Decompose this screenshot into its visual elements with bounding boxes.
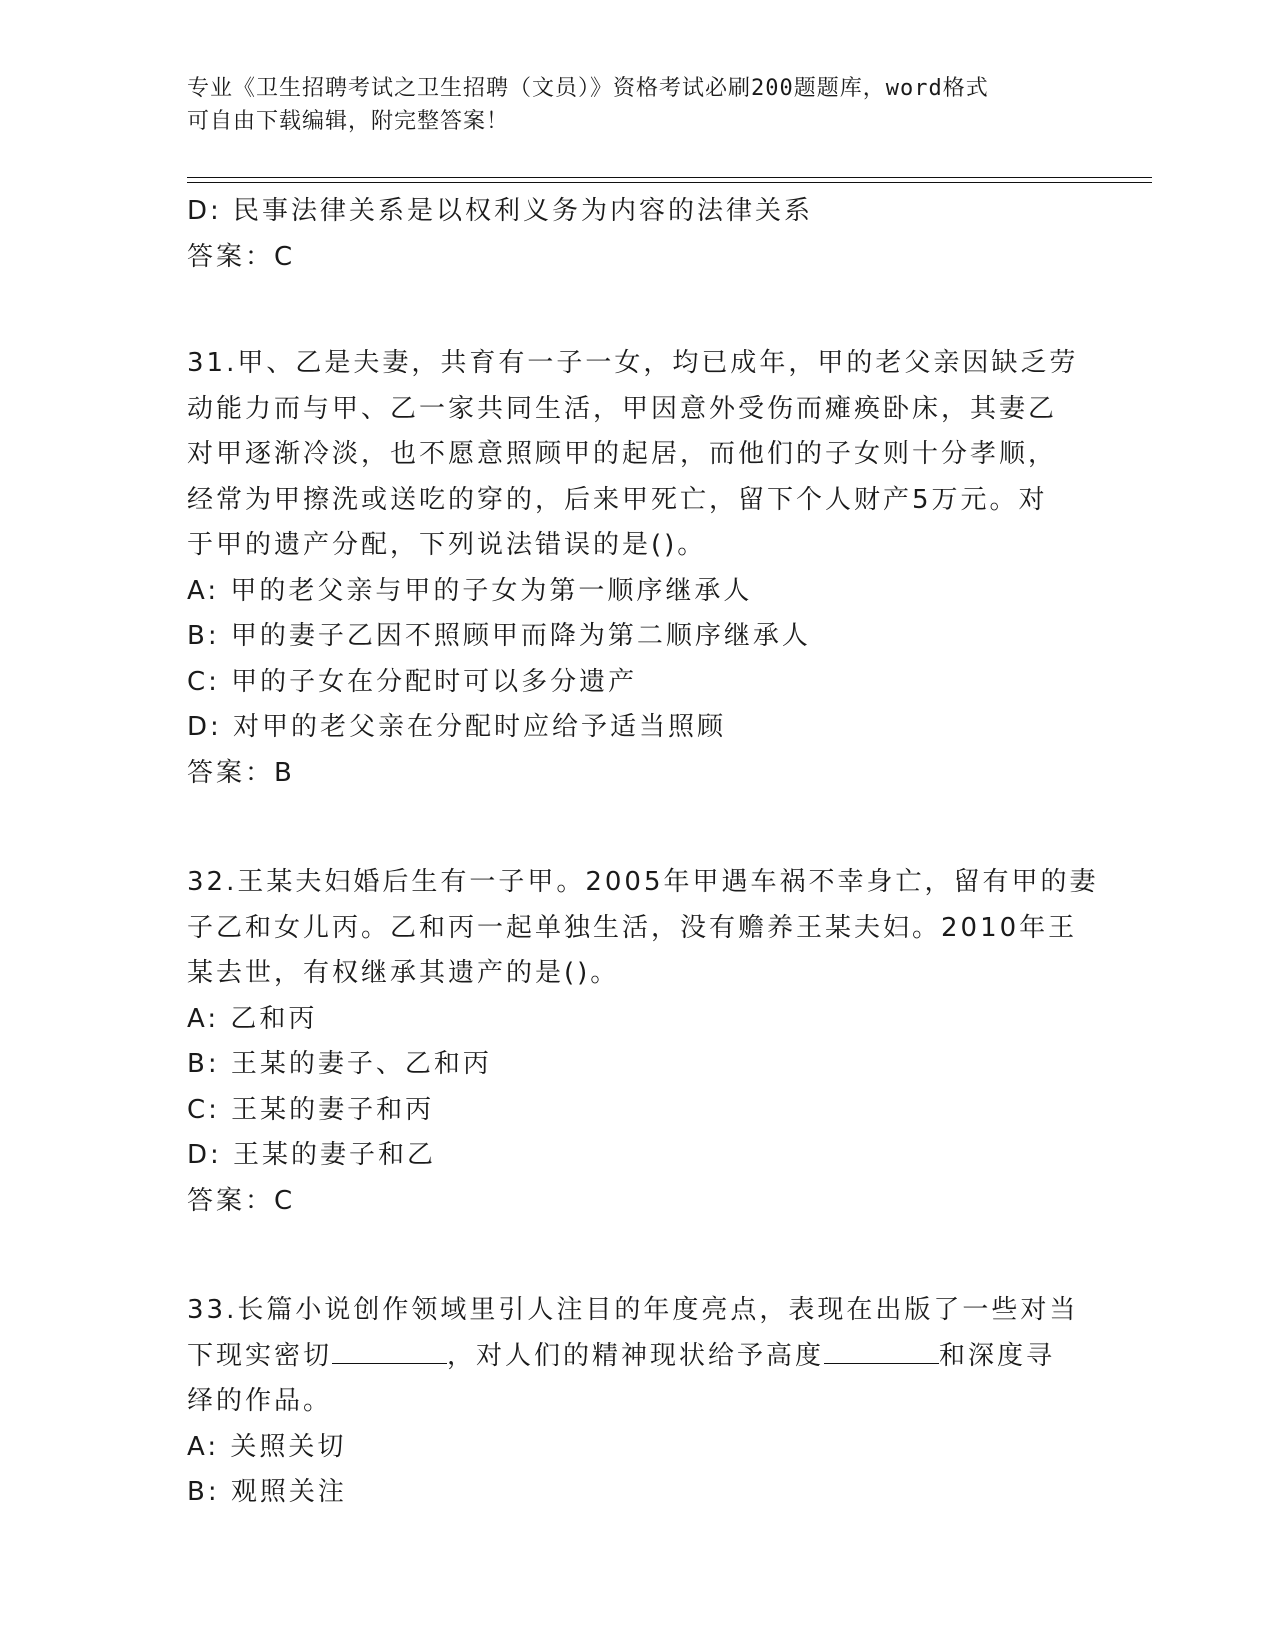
text-segment: 和深度寻 [939, 1340, 1056, 1371]
fill-blank [824, 1337, 939, 1364]
spacer [187, 1224, 1087, 1288]
option-b: B: 观照关注 [187, 1477, 347, 1507]
question-32 [187, 860, 1099, 1224]
answer: 答案：C [187, 1185, 296, 1216]
header-line-2: 可自由下载编辑，附完整答案！ [187, 109, 510, 134]
document-body [187, 188, 1099, 1516]
question-text-line: 某去世，有权继承其遗产的是()。 [187, 958, 620, 988]
question-text-line: 32.王某夫妇婚后生有一子甲。2005年甲遇车祸不幸身亡，留有甲的妻 [187, 867, 1099, 897]
answer: 答案：B [187, 757, 295, 788]
question-text-line [187, 1334, 1087, 1380]
question-31 [187, 341, 1087, 796]
option-a: A: 关照关切 [187, 1431, 347, 1462]
text-segment: ，对人们的精神现状给予高度 [447, 1340, 825, 1371]
option-c: C: 甲的子女在分配时可以多分遗产 [187, 666, 638, 697]
prev-answer: 答案：C [187, 242, 296, 272]
header-line-1: 专业《卫生招聘考试之卫生招聘（文员）》资格考试必刷200题题库，word格式 [187, 76, 989, 101]
option-d: D: 对甲的老父亲在分配时应给予适当照顾 [187, 712, 727, 742]
option-d: D: 王某的妻子和乙 [187, 1140, 437, 1170]
spacer [187, 796, 1087, 860]
question-text-line: 33.长篇小说创作领域里引人注目的年度亮点，表现在出版了一些对当 [187, 1295, 1079, 1325]
question-text-line: 31.甲、乙是夫妻，共育有一子一女，均已成年，甲的老父亲因缺乏劳 [187, 348, 1079, 378]
option-c: C: 王某的妻子和丙 [187, 1094, 435, 1125]
question-text-line: 动能力而与甲、乙一家共同生活，甲因意外受伤而瘫痪卧床，其妻乙 [187, 393, 1058, 424]
header-rule-top [187, 177, 1152, 178]
document-header [187, 72, 1067, 138]
question-text-line: 子乙和女儿丙。乙和丙一起单独生活，没有赡养王某夫妇。2010年王 [187, 912, 1078, 943]
question-text-line: 对甲逐渐冷淡，也不愿意照顾甲的起居，而他们的子女则十分孝顺， [187, 439, 1058, 469]
fill-blank [332, 1337, 447, 1364]
header-rule-bottom [187, 182, 1152, 183]
option-a: A: 乙和丙 [187, 1003, 318, 1034]
option-a: A: 甲的老父亲与甲的子女为第一顺序继承人 [187, 575, 753, 606]
question-text-line: 绎的作品。 [187, 1386, 333, 1416]
option-b: B: 王某的妻子、乙和丙 [187, 1049, 492, 1079]
question-33 [187, 1288, 1087, 1516]
question-text-line: 于甲的遗产分配，下列说法错误的是()。 [187, 530, 707, 560]
spacer [187, 280, 1087, 341]
question-text-line: 经常为甲擦洗或送吃的穿的，后来甲死亡，留下个人财产5万元。对 [187, 484, 1048, 515]
text-segment: 下现实密切 [187, 1340, 333, 1371]
option-b: B: 甲的妻子乙因不照顾甲而降为第二顺序继承人 [187, 621, 811, 651]
prev-option-d: D: 民事法律关系是以权利义务为内容的法律关系 [187, 196, 814, 226]
